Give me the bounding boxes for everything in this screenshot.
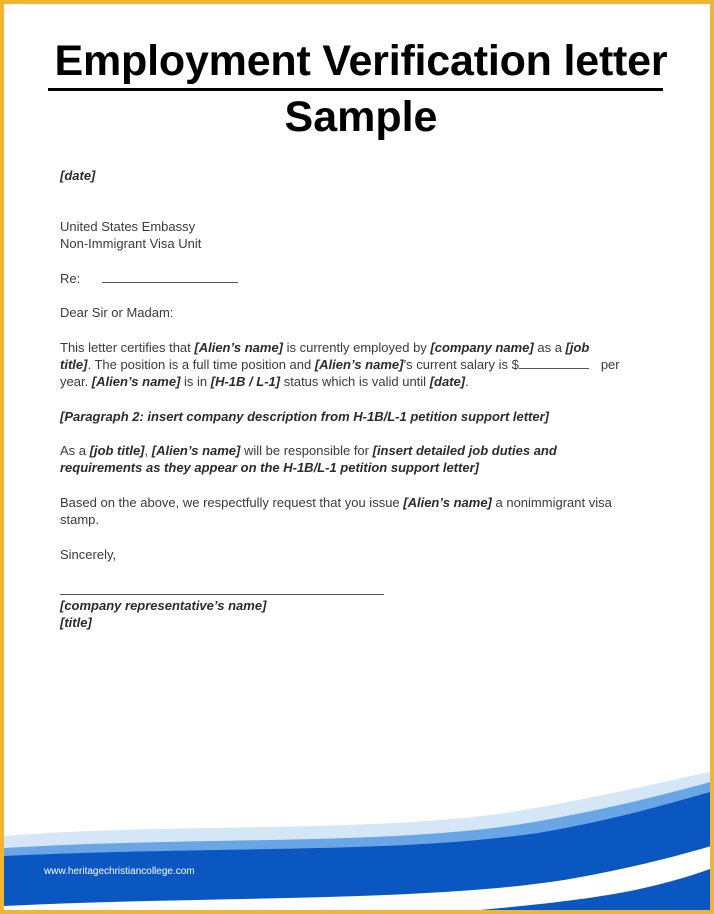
title-divider <box>48 88 663 91</box>
paragraph-line: As a [job title], [Alien’s name] will be responsible for [insert detailed job duties and <box>60 443 557 458</box>
closing: Sincerely, <box>60 547 117 562</box>
paragraph-1 <box>60 339 690 390</box>
paragraph-line: stamp. <box>60 512 100 527</box>
signature-name: [company representative’s name] <box>60 598 267 613</box>
decorative-waves <box>4 764 714 914</box>
signature-title: [title] <box>60 615 92 630</box>
watermark-url: www.heritagechristiancollege.com <box>44 866 195 877</box>
paragraph-4 <box>60 494 690 528</box>
paragraph-line: year. [Alien’s name] is in [H-1B / L-1] status which is valid until [date]. <box>60 374 469 389</box>
salutation: Dear Sir or Madam: <box>60 305 174 320</box>
paragraph-2: [Paragraph 2: insert company description from H-1B/L-1 petition support letter] <box>60 409 550 424</box>
re-blank <box>102 270 238 283</box>
re-line <box>60 270 690 287</box>
paragraph-line: requirements as they appear on the H-1B/L-1 petition support letter] <box>60 460 479 475</box>
re-label: Re: <box>60 271 81 286</box>
letter-date <box>60 167 690 184</box>
recipient-address <box>60 218 690 252</box>
paragraph-line: title]. The position is a full time position and [Alien’s name]’s current salary is $ per <box>60 357 620 372</box>
date-placeholder: [date] <box>60 168 96 183</box>
signature-line <box>60 594 384 595</box>
page-subtitle: Sample <box>284 93 438 141</box>
paragraph-3 <box>60 442 690 476</box>
address-line: Non-Immigrant Visa Unit <box>60 236 202 251</box>
paragraph-line: Based on the above, we respectfully request that you issue [Alien’s name] a nonimmigrant visa <box>60 495 612 510</box>
signature-block <box>60 597 690 631</box>
page-title: Employment Verification letter <box>54 37 668 85</box>
paragraph-line: This letter certifies that [Alien’s name] is currently employed by [company name] as a [job <box>60 340 590 355</box>
salary-blank <box>519 356 589 369</box>
address-line: United States Embassy <box>60 219 196 234</box>
